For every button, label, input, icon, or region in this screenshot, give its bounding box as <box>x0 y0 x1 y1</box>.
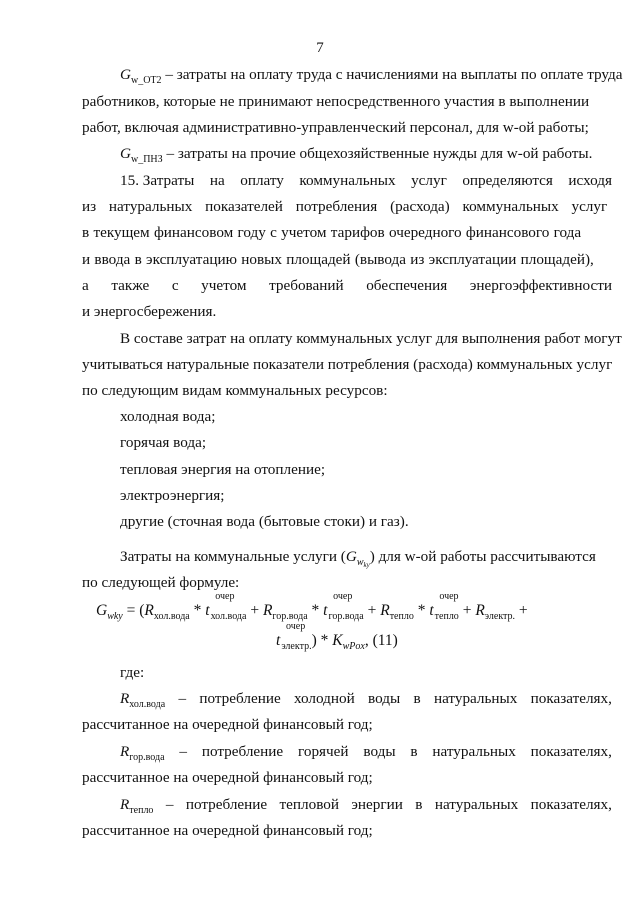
page-number: 7 <box>316 40 324 56</box>
formula-symbol: G <box>96 602 108 619</box>
formula-tariff <box>429 591 459 622</box>
text-content: работ, включая административно-управленческий персонал, для w-ой работы; <box>82 119 589 136</box>
formula-superscript: очер <box>215 591 235 602</box>
symbol-g: G <box>120 66 131 83</box>
word: потребление <box>185 796 268 813</box>
resource-item: другие (сточная вода (бытовые стоки) и газ). <box>120 513 409 530</box>
word: а <box>82 277 89 294</box>
definition-heat-line-2: рассчитанное на очередной финансовый год; <box>82 822 373 839</box>
word: 15. Затраты <box>120 172 195 189</box>
formula-symbol: t <box>323 602 328 619</box>
formula-superscript: очер <box>333 591 353 602</box>
composition-line-2 <box>82 356 612 374</box>
formula-subscript: гор.вода <box>129 752 165 763</box>
resource-item: холодная вода; <box>120 408 216 425</box>
symbol-subscript: w_ОТ2 <box>130 75 162 86</box>
text-line <box>82 119 612 137</box>
formula-subscript: электр. <box>484 611 516 622</box>
symbol-subscript: w_ПНЗ <box>130 154 163 165</box>
word: воды <box>363 743 396 760</box>
formula-symbol: R <box>120 690 130 707</box>
text-content: в текущем финансовом году с учетом тарифов очередного финансового года <box>82 224 582 241</box>
formula-symbol: t <box>276 632 281 649</box>
item-pnz-line <box>120 145 612 165</box>
formula-intro-line-1 <box>120 548 612 568</box>
formula-tariff <box>323 591 364 622</box>
word: показателях, <box>530 690 612 707</box>
word: холодной <box>293 690 355 707</box>
word: энергии <box>351 796 403 813</box>
formula-symbol: K <box>332 632 343 649</box>
formula-symbol: R <box>144 602 154 619</box>
formula-superscript: очер <box>439 591 459 602</box>
item-text: – затраты на оплату труда с начислениями на выплаты по оплате труда <box>161 66 623 83</box>
formula-symbol: R <box>380 602 390 619</box>
formula-symbol: t <box>205 602 210 619</box>
word: – <box>178 690 187 707</box>
formula-number: , (11) <box>364 632 398 649</box>
word: услуг <box>411 172 447 189</box>
symbol-g: G <box>345 548 357 565</box>
word: оплату <box>240 172 284 189</box>
word: также <box>111 277 150 294</box>
text-content: по следующей формуле: <box>82 574 240 591</box>
text-content: учитываться натуральные показатели потребления (расхода) коммунальных услуг <box>82 356 613 373</box>
text-content: ) для w-ой работы рассчитываются <box>369 548 596 565</box>
composition-line-1 <box>120 330 622 348</box>
definition-symbol <box>120 743 165 763</box>
definition-cold-line-1 <box>120 690 612 710</box>
formula-subscript: тепло <box>129 805 154 816</box>
formula-subscript: электр. <box>281 641 312 652</box>
formula-subscript: хол.вода <box>210 611 247 622</box>
word: потребление <box>199 690 281 707</box>
symbol-subscript: w <box>356 557 364 568</box>
text-content: работников, которые не принимают непосредственного участия в выполнении <box>82 93 590 110</box>
text-content: и энергосбережения. <box>82 303 217 320</box>
formula-symbol: R <box>120 796 130 813</box>
word: воды <box>368 690 401 707</box>
formula-symbol: R <box>475 602 485 619</box>
word: в <box>410 743 418 760</box>
text-content: по следующим видам коммунальных ресурсов: <box>82 382 388 399</box>
word: натуральных <box>433 690 518 707</box>
formula-subscript: тепло <box>434 611 459 622</box>
word: – <box>165 796 174 813</box>
formula-symbol: t <box>429 602 434 619</box>
formula-intro-line-2 <box>82 574 612 592</box>
word: – <box>179 743 187 760</box>
formula-11-line-2: t очер $_{электр.}) * K_{wPox}$, (11) <box>276 621 398 652</box>
definition-symbol <box>120 690 165 710</box>
word: учетом <box>201 277 247 294</box>
text-content: из натуральных показателей потребления (расхода) коммунальных услуг <box>82 198 608 215</box>
formula-subscript: wky <box>107 611 123 622</box>
word: на <box>209 172 225 189</box>
word: коммунальных <box>299 172 396 189</box>
word: в <box>415 796 423 813</box>
paragraph-15-line-6 <box>82 303 612 321</box>
word: обеспечения <box>366 277 448 294</box>
formula-tariff <box>205 591 247 622</box>
formula-subscript: wPox <box>342 641 365 652</box>
paragraph-15-line-3 <box>82 224 612 242</box>
formula-subscript: тепло <box>389 611 414 622</box>
formula-symbol: R <box>262 602 273 619</box>
definition-heat-line-1 <box>120 796 612 816</box>
paragraph-15-line-4 <box>82 251 612 269</box>
text-content: и ввода в эксплуатацию новых площадей (вывода из эксплуатации площадей), <box>82 251 594 268</box>
formula-subscript: гор.вода <box>272 611 308 622</box>
word: показателях, <box>530 796 612 813</box>
formula-operator: = ( <box>122 602 145 619</box>
definition-hot-line-2: рассчитанное на очередной финансовый год; <box>82 769 373 786</box>
word: натуральных <box>432 743 516 760</box>
word: показателях, <box>530 743 612 760</box>
formula-subscript: хол.вода <box>129 699 166 710</box>
definition-cold-line-2: рассчитанное на очередной финансовый год; <box>82 716 373 733</box>
item-ot2-line <box>120 66 623 86</box>
word: с <box>171 277 179 294</box>
resource-item: горячая вода; <box>120 434 207 451</box>
word: горячей <box>298 743 349 760</box>
item-text: – затраты на прочие общехозяйственные нужды для w-ой работы. <box>162 145 593 162</box>
word: определяются <box>462 172 553 189</box>
word: натуральных <box>434 796 519 813</box>
where-label: где: <box>120 664 145 681</box>
composition-line-3 <box>82 382 612 400</box>
formula-subscript: хол.вода <box>153 611 190 622</box>
paragraph-15-line-5 <box>82 277 612 295</box>
paragraph-15-line-2 <box>82 198 612 216</box>
definition-hot-line-1 <box>120 743 612 763</box>
symbol-g: G <box>120 145 131 162</box>
word: в <box>413 690 421 707</box>
formula-subscript: гор.вода <box>328 611 364 622</box>
formula-superscript: очер <box>286 621 306 632</box>
word: тепловой <box>279 796 340 813</box>
word: энергоэффективности <box>469 277 612 294</box>
word: исходя <box>568 172 612 189</box>
word: потребление <box>201 743 284 760</box>
text-content: В составе затрат на оплату коммунальных услуг для выполнения работ могут <box>120 330 622 347</box>
text-content: Затраты на коммунальные услуги ( <box>120 548 346 565</box>
resource-item: электроэнергия; <box>120 487 225 504</box>
definition-symbol <box>120 796 153 816</box>
symbol-subscript: ky <box>363 561 370 569</box>
formula-symbol: R <box>120 743 130 760</box>
formula-tariff <box>276 621 312 652</box>
paragraph-15-line-1 <box>120 172 612 190</box>
word: требований <box>269 277 344 294</box>
text-line <box>82 93 612 111</box>
resource-item: тепловая энергия на отопление; <box>120 461 326 478</box>
formula-11-line-1: $G_{wky} = (R_{хол.вода} * t$ очер $_{хол.вода} + R_{гор.вода} * t$ очер $_{гор.вода} + R_{тепло} * t$ очер $_{тепло} + R_{электр.}$ + <box>96 591 528 622</box>
